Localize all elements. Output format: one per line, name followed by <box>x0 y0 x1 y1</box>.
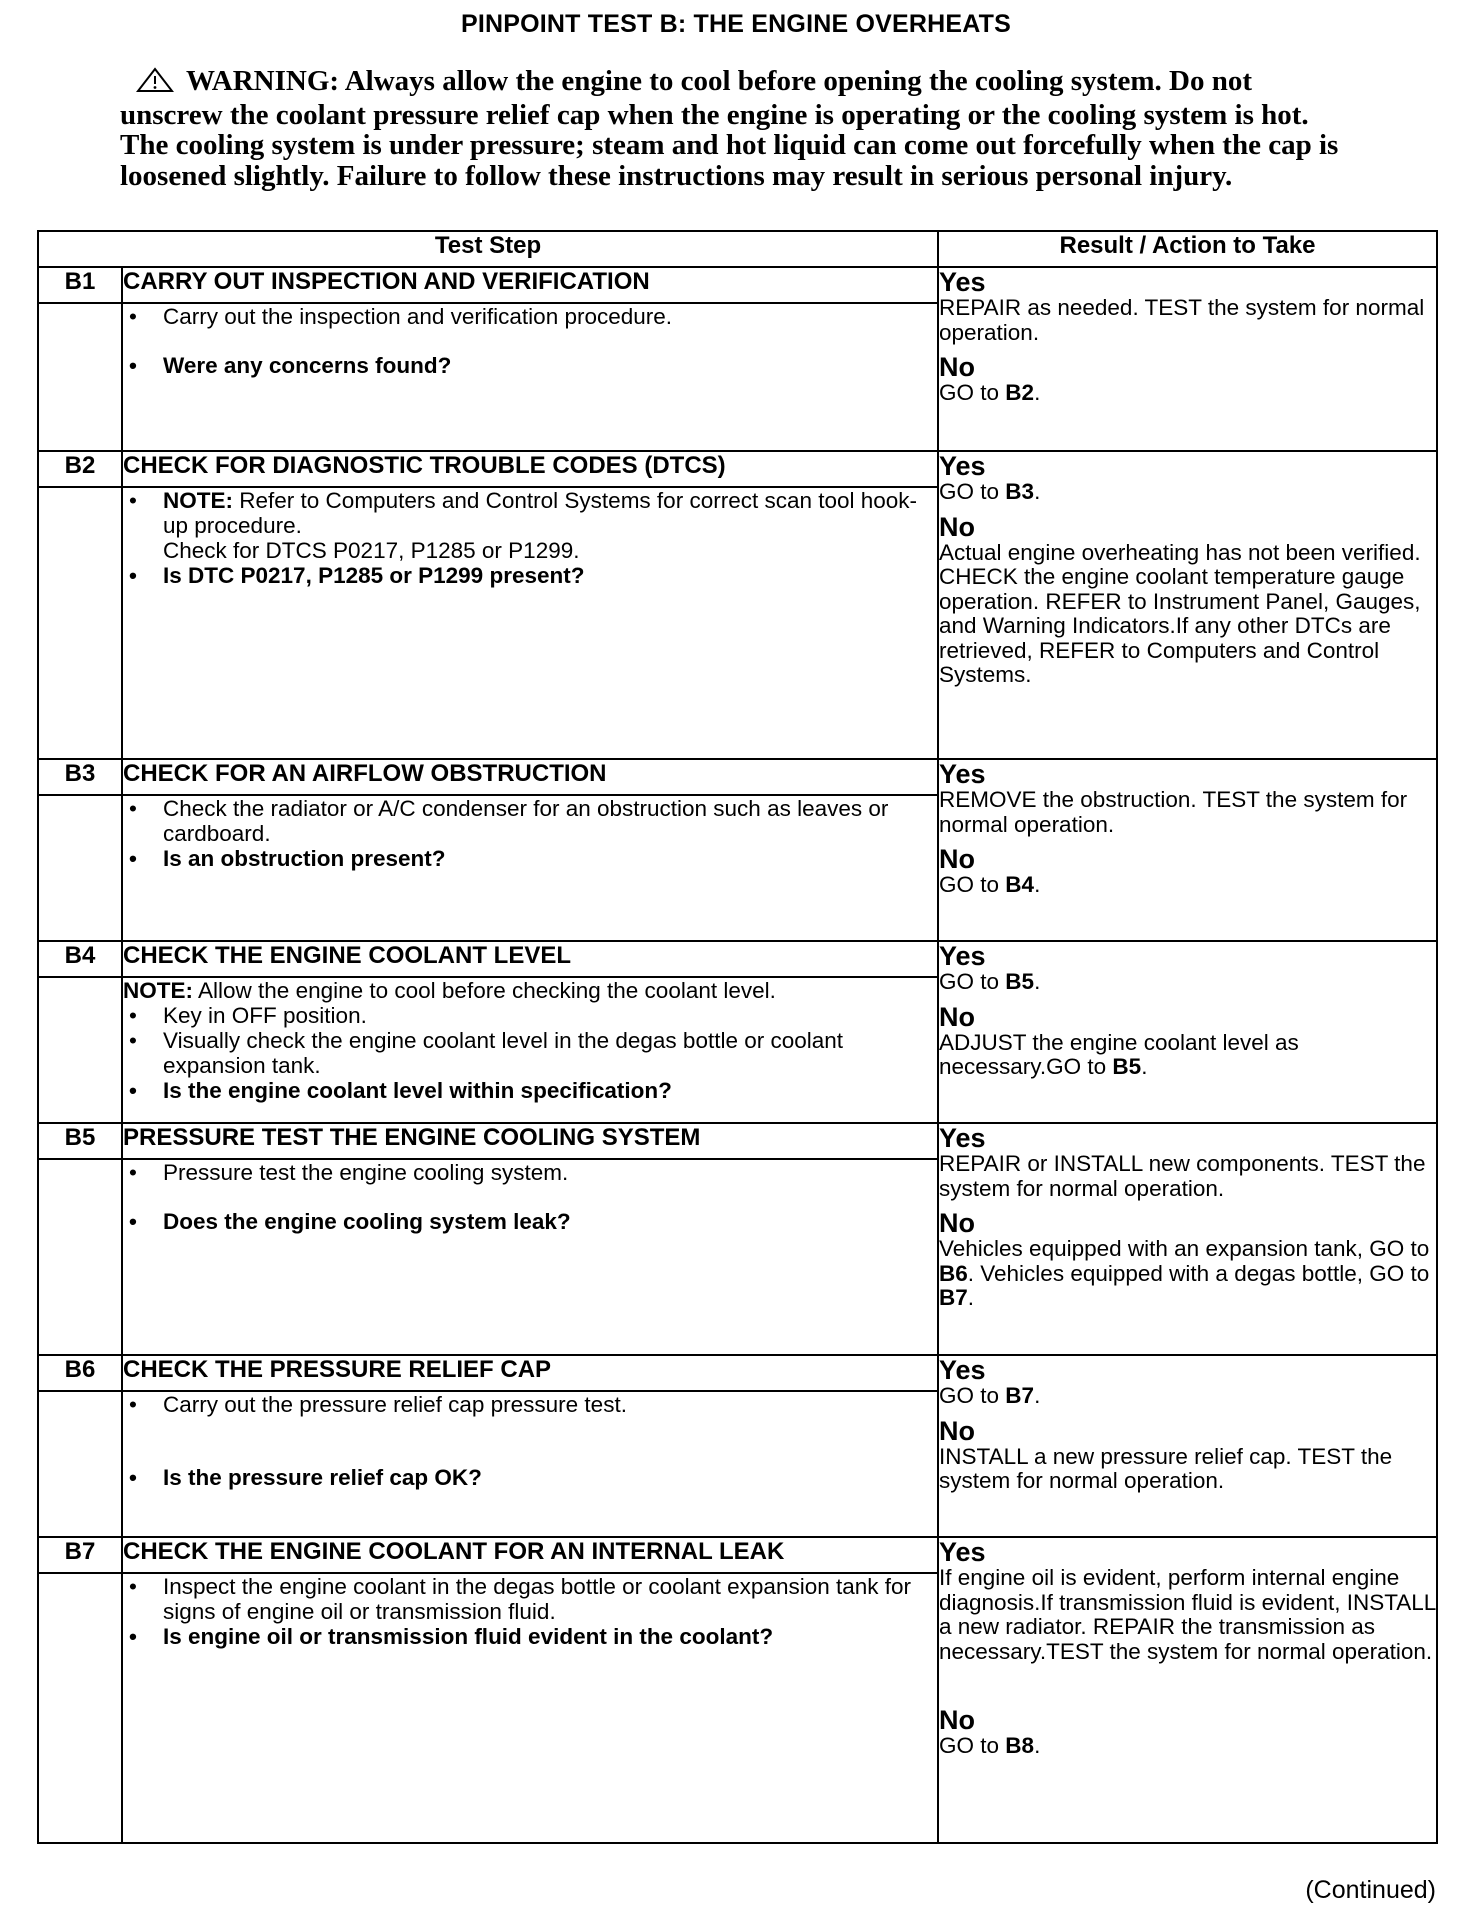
step-id: B6 <box>38 1355 122 1391</box>
yes-text: GO to B5. <box>939 969 1041 994</box>
yes-label: Yes <box>939 267 986 297</box>
step-title: CHECK FOR AN AIRFLOW OBSTRUCTION <box>122 759 938 795</box>
header-test-step: Test Step <box>38 231 938 267</box>
continued-label: (Continued) <box>1305 1876 1436 1904</box>
step-id: B2 <box>38 451 122 487</box>
yes-label: Yes <box>939 759 986 789</box>
step-question: • Is an obstruction present? <box>129 846 446 871</box>
step-title: CARRY OUT INSPECTION AND VERIFICATION <box>122 267 938 303</box>
yes-label: Yes <box>939 1355 986 1385</box>
step-title: PRESSURE TEST THE ENGINE COOLING SYSTEM <box>122 1123 938 1159</box>
step-question: • Does the engine cooling system leak? <box>129 1209 571 1234</box>
step-question: • Is the pressure relief cap OK? <box>129 1465 482 1490</box>
header-result: Result / Action to Take <box>938 231 1437 267</box>
step-bullet: • Carry out the inspection and verification procedure. <box>129 304 673 329</box>
yes-label: Yes <box>939 1123 986 1153</box>
no-text: GO to B8. <box>939 1733 1041 1758</box>
warning-text: Always allow the engine to cool before opening the cooling system. Do not unscrew the coolant pressure relief cap when the engine is operating or the cooling system is hot. The cooling system is under pressure; steam and hot liquid can come out forcefully when the cap is loosened slightly. Failure to follow these instructions may result in serious personal injury. <box>120 65 1339 192</box>
step-id: B1 <box>38 267 122 303</box>
no-text: INSTALL a new pressure relief cap. TEST the system for normal operation. <box>939 1443 1393 1493</box>
page-title: PINPOINT TEST B: THE ENGINE OVERHEATS <box>460 10 1012 38</box>
step-result <box>938 451 1437 759</box>
step-title: CHECK THE ENGINE COOLANT LEVEL <box>122 941 938 977</box>
step-body <box>122 1573 938 1843</box>
step-body <box>122 795 938 941</box>
warning-label: WARNING: <box>186 65 340 97</box>
step-question: • Were any concerns found? <box>129 353 452 378</box>
step-bullet: • Visually check the engine coolant level in the degas bottle or coolant expansion tank. <box>129 1028 844 1078</box>
step-result <box>938 941 1437 1123</box>
step-id: B4 <box>38 941 122 977</box>
step-question: • Is DTC P0217, P1285 or P1299 present? <box>129 563 585 588</box>
step-result <box>938 759 1437 941</box>
no-text: Actual engine overheating has not been verified. CHECK the engine coolant temperature gauge operation. REFER to Instrument Panel, Gauges, and Warning Indicators.If any other DTCs are retrieved, REFER to Computers and Control Systems. <box>939 539 1421 687</box>
step-bullet: • Carry out the pressure relief cap pressure test. <box>129 1392 627 1417</box>
step-bullet: • Inspect the engine coolant in the degas bottle or coolant expansion tank for signs of engine oil or transmission fluid. <box>129 1574 912 1624</box>
no-text: GO to B4. <box>939 872 1041 897</box>
step-body <box>122 303 938 451</box>
yes-label: Yes <box>939 941 986 971</box>
yes-text: REPAIR as needed. TEST the system for normal operation. <box>939 295 1425 345</box>
yes-text: If engine oil is evident, perform internal engine diagnosis.If transmission fluid is evident, INSTALL a new radiator. REPAIR the transmission as necessary.TEST the system for normal operation. <box>939 1565 1436 1664</box>
no-label: No <box>939 1705 975 1735</box>
no-label: No <box>939 1415 975 1446</box>
no-label: No <box>939 511 975 542</box>
step-body <box>122 1159 938 1355</box>
no-text: Vehicles equipped with an expansion tank, GO to B6. Vehicles equipped with a degas bottle, GO to B7. <box>939 1236 1430 1310</box>
no-label: No <box>939 1001 975 1032</box>
step-bullet: • Key in OFF position. <box>129 1003 367 1028</box>
step-body <box>122 1391 938 1537</box>
step-bullet: • Check the radiator or A/C condenser for an obstruction such as leaves or cardboard. <box>129 796 889 846</box>
step-result <box>938 1355 1437 1537</box>
warning-triangle-icon <box>136 67 174 100</box>
step-result <box>938 267 1437 451</box>
step-result <box>938 1123 1437 1355</box>
step-title: CHECK THE PRESSURE RELIEF CAP <box>122 1355 938 1391</box>
yes-label: Yes <box>939 451 986 481</box>
yes-text: GO to B7. <box>939 1383 1041 1408</box>
no-label: No <box>939 1208 975 1238</box>
yes-text: GO to B3. <box>939 479 1041 504</box>
step-question: • Is engine oil or transmission fluid evident in the coolant? <box>129 1624 774 1649</box>
step-title: CHECK FOR DIAGNOSTIC TROUBLE CODES (DTCS) <box>122 451 938 487</box>
yes-label: Yes <box>939 1537 986 1567</box>
no-label: No <box>939 844 975 874</box>
yes-text: REPAIR or INSTALL new components. TEST the system for normal operation. <box>939 1151 1426 1201</box>
step-bullet: • Pressure test the engine cooling system. <box>129 1160 569 1185</box>
step-id: B3 <box>38 759 122 795</box>
yes-text: REMOVE the obstruction. TEST the system for normal operation. <box>939 787 1408 837</box>
step-sub: Check for DTCS P0217, P1285 or P1299. <box>163 538 580 563</box>
no-label: No <box>939 352 975 382</box>
no-text: ADJUST the engine coolant level as necessary.GO to B5. <box>939 1029 1299 1079</box>
pinpoint-test-table <box>37 230 1438 1844</box>
no-text: GO to B2. <box>939 380 1041 405</box>
step-body <box>122 487 938 759</box>
step-result <box>938 1537 1437 1843</box>
step-note: NOTE: Allow the engine to cool before checking the coolant level. <box>123 978 776 1003</box>
step-question: • Is the engine coolant level within specification? <box>129 1078 672 1103</box>
warning-block <box>120 66 1360 191</box>
step-note: • NOTE: Refer to Computers and Control Systems for correct scan tool hook-up procedure. <box>129 488 918 538</box>
step-title: CHECK THE ENGINE COOLANT FOR AN INTERNAL LEAK <box>122 1537 938 1573</box>
step-id: B7 <box>38 1537 122 1573</box>
step-id: B5 <box>38 1123 122 1159</box>
step-body <box>122 977 938 1123</box>
